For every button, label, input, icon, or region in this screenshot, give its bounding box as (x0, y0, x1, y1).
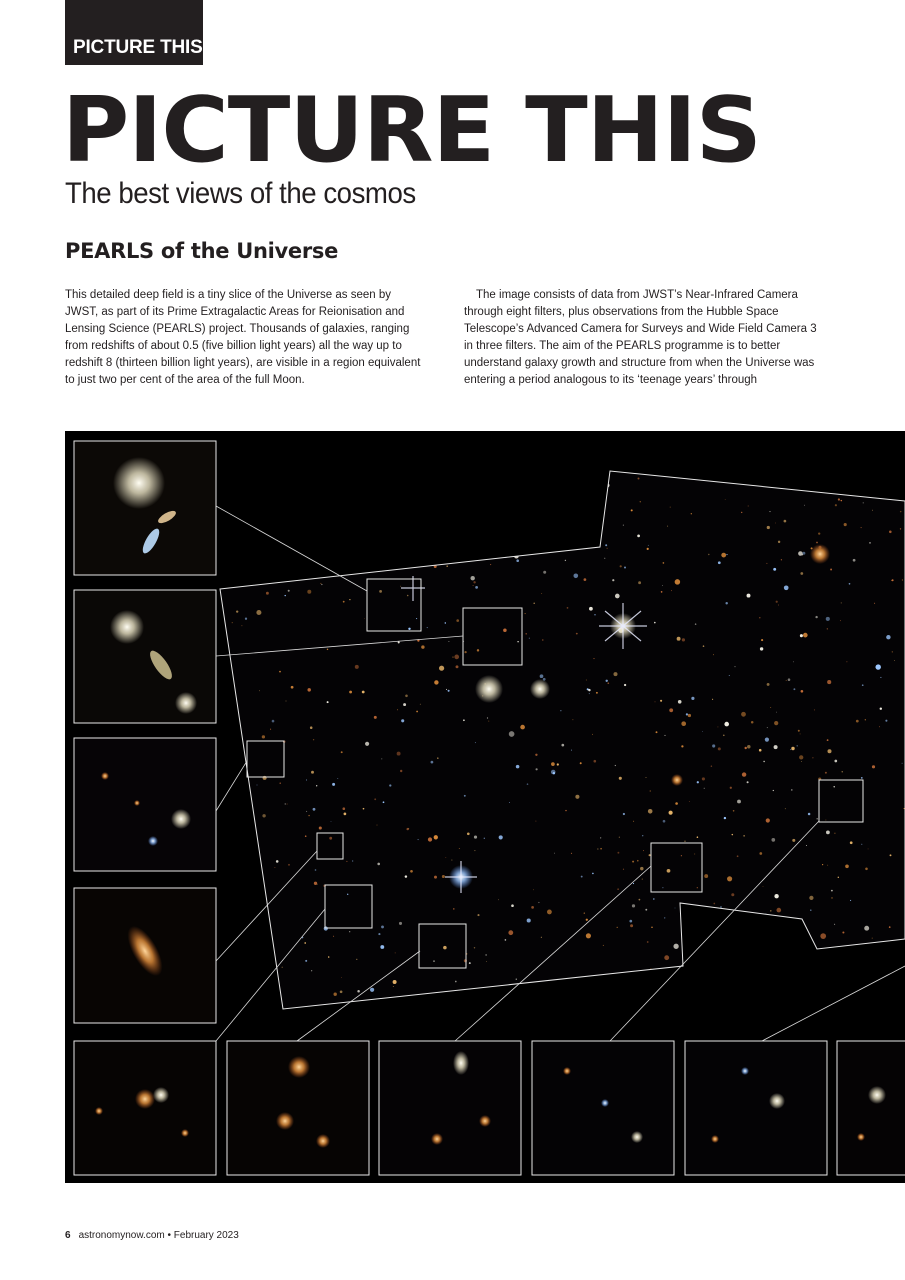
body-text-column-right: The image consists of data from JWST’s Near-Infrared Camera through eight filters, plus observations from the Hubble Space Telescope’s Advanced Camera for Surveys and Wide Field Camera 3 in three filters. The aim of the PEARLS programme is to better understand galaxy growth and structure from when the Universe was entering a period analogous to its ‘teenage years’ through (464, 289, 817, 386)
page-subtitle: The best views of the cosmos (65, 177, 416, 210)
left-insets (74, 441, 216, 1023)
bottom-insets (74, 1041, 905, 1175)
inset-bottom-1 (74, 1041, 216, 1175)
page-footer (65, 1230, 239, 1241)
deep-field-image (65, 431, 905, 1183)
inset-bottom-5 (685, 1041, 827, 1175)
inset-left-2 (74, 590, 216, 723)
article-heading: PEARLS of the Universe (65, 239, 339, 263)
inset-left-1 (74, 441, 216, 575)
inset-bottom-2 (227, 1041, 369, 1175)
page-number: 6 (65, 1230, 71, 1241)
section-tab: PICTURE THIS (65, 0, 203, 65)
footer-text: astronomynow.com • February 2023 (78, 1230, 239, 1241)
inset-left-3 (74, 738, 216, 871)
inset-left-4 (74, 888, 216, 1023)
body-text-column-left: This detailed deep field is a tiny slice of the Universe as seen by JWST, as part of its Prime Extragalactic Areas for Reionisation and Lensing Science (PEARLS) project. Thousands of galaxies, ranging from redshifts of about 0.5 (five billion light years) all the way up to redshift 8 (thirteen billion light years), are visible in a region equivalent to just two per cent of the area of the full Moon. (65, 289, 421, 386)
inset-bottom-6 (837, 1041, 905, 1175)
inset-bottom-4 (532, 1041, 674, 1175)
page-title: PICTURE THIS (62, 78, 761, 183)
inset-bottom-3 (379, 1041, 521, 1175)
